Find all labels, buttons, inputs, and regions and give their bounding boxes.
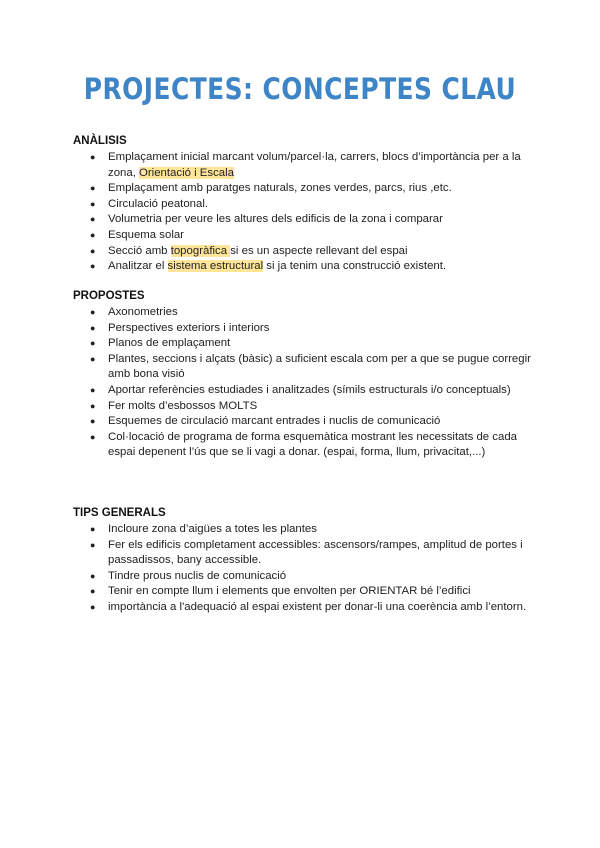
bullet-icon: ● [90, 384, 96, 395]
section-tips [73, 506, 533, 616]
list-item [73, 197, 533, 213]
section-propostes [73, 289, 533, 461]
bullet-icon: ● [90, 539, 96, 550]
list-item [73, 244, 533, 260]
bullet-icon: ● [90, 353, 96, 364]
list-item [73, 584, 533, 600]
list-item-text: si es un aspecte rellevant del espai [230, 244, 408, 257]
section-heading: PROPOSTES [73, 290, 145, 302]
bullet-list [73, 305, 533, 461]
bullet-list [73, 522, 533, 616]
list-item [73, 228, 533, 244]
list-item [73, 321, 533, 337]
bullet-icon: ● [90, 338, 96, 349]
section-heading: TIPS GENERALS [73, 507, 166, 519]
bullet-icon: ● [90, 152, 96, 162]
list-item [73, 352, 533, 383]
list-item [73, 538, 533, 569]
list-item [73, 212, 533, 228]
list-item-text: Plantes, seccions i alçats (bàsic) a suficient escala com per a que se pugue corregir amb bona visió [108, 352, 531, 381]
list-item-text: si ja tenim una construcció existent. [263, 260, 447, 273]
bullet-list [73, 150, 533, 275]
list-item [73, 305, 533, 321]
list-item-text: Planos de emplaçament [108, 337, 231, 350]
section-analisis [73, 134, 533, 275]
list-item [73, 259, 533, 275]
list-item-text: Volumetria per veure les altures dels edificis de la zona i comparar [108, 213, 443, 226]
list-item [73, 430, 533, 461]
list-item-text: Esquemes de circulació marcant entrades i nuclis de comunicació [108, 415, 441, 428]
list-item [73, 414, 533, 430]
bullet-icon: ● [90, 586, 96, 597]
bullet-icon: ● [90, 229, 96, 240]
bullet-icon: ● [90, 183, 96, 194]
bullet-icon: ● [90, 322, 96, 333]
highlighted-text: topogràfica [170, 244, 231, 257]
list-item [73, 150, 533, 181]
bullet-icon: ● [90, 431, 96, 442]
list-item [73, 522, 533, 538]
list-item-text: Emplaçament amb paratges naturals, zones verdes, parcs, rius ,etc. [108, 182, 452, 195]
page-title: PROJECTES: CONCEPTES CLAU [83, 72, 517, 106]
list-item-text: Emplaçament inicial marcant volum/parcel·la, carrers, blocs d’importància per a la zona, [108, 151, 521, 179]
bullet-icon: ● [90, 400, 96, 411]
list-item-text: Fer els edificis completament accessibles: ascensors/rampes, amplitud de portes i passadissos, bany accessible. [108, 538, 523, 567]
list-item [73, 569, 533, 585]
list-item-text: Incloure zona d’aigües a totes les plantes [108, 523, 317, 535]
list-item-text: Perspectives exteriors i interiors [108, 321, 270, 334]
list-item-text: Secció amb [108, 244, 171, 257]
list-item [73, 600, 533, 616]
list-item-text: Tindre prous nuclis de comunicació [108, 569, 287, 582]
highlighted-text: Orientació i Escala [139, 166, 234, 179]
bullet-icon: ● [90, 245, 96, 256]
list-item-text: Circulació peatonal. [108, 197, 209, 210]
list-item-text: Aportar referències estudiades i analitzades (símils estructurals i/o conceptuals) [108, 383, 511, 396]
list-item [73, 399, 533, 415]
section-heading: ANÀLISIS [73, 135, 127, 147]
list-item-text: Col·locació de programa de forma esquemàtica mostrant les necessitats de cada espai depenent l’ús que se li vagi a donar. (espai, forma, llum, privacitat,...) [108, 430, 518, 459]
highlighted-text: sistema estructural [167, 260, 264, 273]
list-item-text: importància a l'adequació al espai existent per donar-li una coerència amb l’entorn. [108, 600, 527, 613]
list-item [73, 181, 533, 197]
list-item-text: Fer molts d’esbossos MOLTS [108, 399, 258, 412]
bullet-icon: ● [90, 524, 96, 534]
list-item-text: Esquema solar [108, 228, 184, 241]
bullet-icon: ● [90, 214, 96, 225]
list-item-text: Tenir en compte llum i elements que envolten per ORIENTAR bé l’edifici [108, 585, 471, 598]
list-item-text: Analitzar el [108, 260, 168, 273]
bullet-icon: ● [90, 307, 96, 317]
list-item [73, 383, 533, 399]
bullet-icon: ● [90, 261, 96, 272]
list-item-text: Axonometries [108, 306, 178, 318]
bullet-icon: ● [90, 570, 96, 581]
bullet-icon: ● [90, 601, 96, 612]
list-item [73, 336, 533, 352]
bullet-icon: ● [90, 198, 96, 209]
bullet-icon: ● [90, 416, 96, 427]
